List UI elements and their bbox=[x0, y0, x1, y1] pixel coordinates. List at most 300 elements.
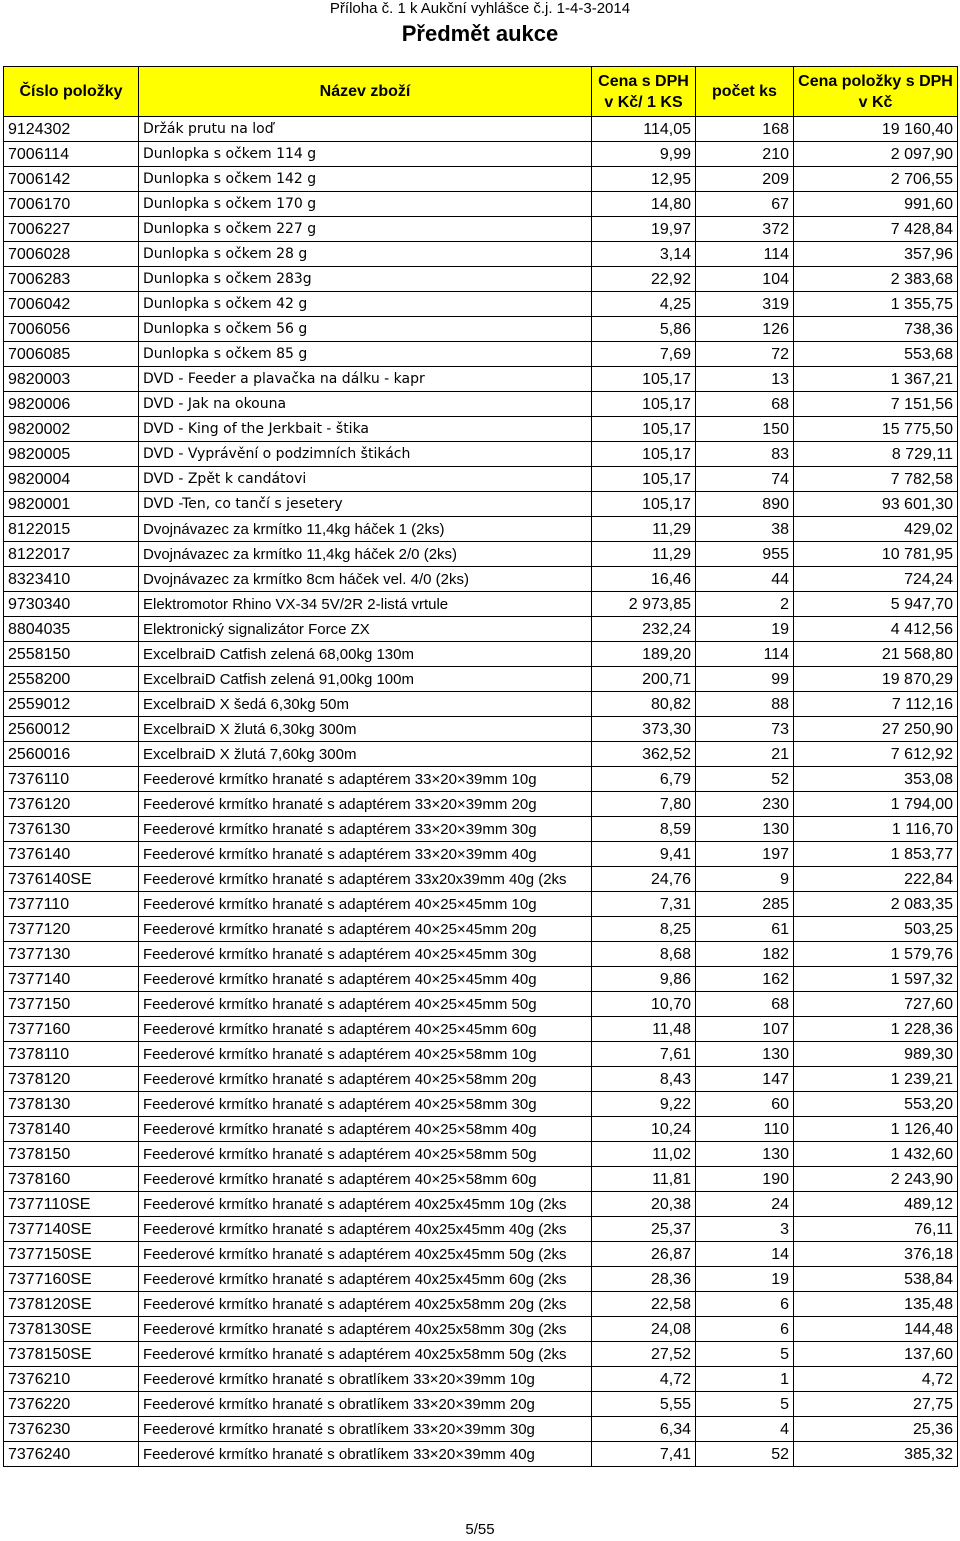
table-row bbox=[4, 167, 958, 192]
item-total: 1 432,60 bbox=[794, 1142, 958, 1167]
item-total: 1 239,21 bbox=[794, 1067, 958, 1092]
item-code: 7006042 bbox=[4, 292, 139, 317]
table-header-row bbox=[4, 67, 958, 117]
item-quantity: 890 bbox=[696, 492, 794, 517]
item-name: Feederové krmítko hranaté s adaptérem 40×25×45mm 10g bbox=[139, 892, 592, 917]
table-row bbox=[4, 1417, 958, 1442]
table-row bbox=[4, 742, 958, 767]
item-code: 7006283 bbox=[4, 267, 139, 292]
item-total: 1 116,70 bbox=[794, 817, 958, 842]
item-total: 4,72 bbox=[794, 1367, 958, 1392]
item-quantity: 130 bbox=[696, 1142, 794, 1167]
item-unit-price: 105,17 bbox=[592, 492, 696, 517]
item-name: DVD - Feeder a plavačka na dálku - kapr bbox=[139, 367, 592, 392]
item-code: 7378150 bbox=[4, 1142, 139, 1167]
item-total: 5 947,70 bbox=[794, 592, 958, 617]
item-code: 9820001 bbox=[4, 492, 139, 517]
item-quantity: 168 bbox=[696, 117, 794, 142]
item-total: 1 597,32 bbox=[794, 967, 958, 992]
item-total: 93 601,30 bbox=[794, 492, 958, 517]
table-row bbox=[4, 417, 958, 442]
total-label-line2: v Kč bbox=[858, 93, 893, 111]
item-name: Feederové krmítko hranaté s adaptérem 40x25x45mm 50g (2ks bbox=[139, 1242, 592, 1267]
item-unit-price: 8,68 bbox=[592, 942, 696, 967]
item-name: Dvojnávazec za krmítko 11,4kg háček 2/0 (2ks) bbox=[139, 542, 592, 567]
item-unit-price: 26,87 bbox=[592, 1242, 696, 1267]
item-quantity: 99 bbox=[696, 667, 794, 692]
item-code: 7377160SE bbox=[4, 1267, 139, 1292]
item-quantity: 130 bbox=[696, 817, 794, 842]
item-total: 7 782,58 bbox=[794, 467, 958, 492]
item-code: 9820003 bbox=[4, 367, 139, 392]
annex-reference: Příloha č. 1 k Aukční vyhlášce č.j. 1-4-3-2014 bbox=[329, 0, 631, 17]
item-unit-price: 3,14 bbox=[592, 242, 696, 267]
item-name: Feederové krmítko hranaté s obratlíkem 33×20×39mm 10g bbox=[139, 1367, 592, 1392]
item-code: 7376210 bbox=[4, 1367, 139, 1392]
item-quantity: 147 bbox=[696, 1067, 794, 1092]
item-unit-price: 189,20 bbox=[592, 642, 696, 667]
table-row bbox=[4, 642, 958, 667]
item-total: 10 781,95 bbox=[794, 542, 958, 567]
item-name: DVD - Jak na okouna bbox=[139, 392, 592, 417]
item-code: 7377110SE bbox=[4, 1192, 139, 1217]
item-code: 2559012 bbox=[4, 692, 139, 717]
table-row bbox=[4, 1292, 958, 1317]
table-row bbox=[4, 342, 958, 367]
table-row bbox=[4, 492, 958, 517]
item-code: 7378130 bbox=[4, 1092, 139, 1117]
item-unit-price: 373,30 bbox=[592, 717, 696, 742]
item-name: Feederové krmítko hranaté s adaptérem 33x20x39mm 40g (2ks bbox=[139, 867, 592, 892]
item-code: 7376110 bbox=[4, 767, 139, 792]
item-code: 7377110 bbox=[4, 892, 139, 917]
item-quantity: 6 bbox=[696, 1292, 794, 1317]
item-unit-price: 16,46 bbox=[592, 567, 696, 592]
item-name: Feederové krmítko hranaté s adaptérem 40×25×45mm 50g bbox=[139, 992, 592, 1017]
item-unit-price: 22,58 bbox=[592, 1292, 696, 1317]
table-row bbox=[4, 942, 958, 967]
item-name: Feederové krmítko hranaté s adaptérem 40×25×58mm 20g bbox=[139, 1067, 592, 1092]
item-total: 553,20 bbox=[794, 1092, 958, 1117]
item-quantity: 5 bbox=[696, 1342, 794, 1367]
item-name: Feederové krmítko hranaté s adaptérem 40x25x58mm 20g (2ks bbox=[139, 1292, 592, 1317]
item-code: 8122017 bbox=[4, 542, 139, 567]
item-unit-price: 5,86 bbox=[592, 317, 696, 342]
item-code: 7006056 bbox=[4, 317, 139, 342]
item-quantity: 60 bbox=[696, 1092, 794, 1117]
item-name: Feederové krmítko hranaté s adaptérem 40×25×58mm 60g bbox=[139, 1167, 592, 1192]
table-row bbox=[4, 1217, 958, 1242]
item-unit-price: 7,31 bbox=[592, 892, 696, 917]
table-row bbox=[4, 367, 958, 392]
table-row bbox=[4, 667, 958, 692]
item-total: 1 228,36 bbox=[794, 1017, 958, 1042]
item-code: 2558150 bbox=[4, 642, 139, 667]
item-unit-price: 27,52 bbox=[592, 1342, 696, 1367]
table-row bbox=[4, 1317, 958, 1342]
item-quantity: 150 bbox=[696, 417, 794, 442]
item-quantity: 209 bbox=[696, 167, 794, 192]
item-unit-price: 11,81 bbox=[592, 1167, 696, 1192]
item-unit-price: 105,17 bbox=[592, 467, 696, 492]
item-quantity: 285 bbox=[696, 892, 794, 917]
item-name: Feederové krmítko hranaté s adaptérem 40×25×45mm 40g bbox=[139, 967, 592, 992]
table-row bbox=[4, 217, 958, 242]
item-quantity: 52 bbox=[696, 1442, 794, 1467]
item-code: 7377120 bbox=[4, 917, 139, 942]
item-name: DVD - King of the Jerkbait - štika bbox=[139, 417, 592, 442]
item-unit-price: 6,34 bbox=[592, 1417, 696, 1442]
table-row bbox=[4, 867, 958, 892]
item-unit-price: 4,25 bbox=[592, 292, 696, 317]
item-quantity: 74 bbox=[696, 467, 794, 492]
item-name: Feederové krmítko hranaté s obratlíkem 33×20×39mm 40g bbox=[139, 1442, 592, 1467]
item-quantity: 6 bbox=[696, 1317, 794, 1342]
item-total: 503,25 bbox=[794, 917, 958, 942]
table-row bbox=[4, 117, 958, 142]
item-name: Dunlopka s očkem 42 g bbox=[139, 292, 592, 317]
item-name: DVD - Vyprávění o podzimních štikách bbox=[139, 442, 592, 467]
item-code: 7377140 bbox=[4, 967, 139, 992]
table-row bbox=[4, 1242, 958, 1267]
item-total: 15 775,50 bbox=[794, 417, 958, 442]
item-name: Dunlopka s očkem 114 g bbox=[139, 142, 592, 167]
item-code: 7376140SE bbox=[4, 867, 139, 892]
item-code: 7377130 bbox=[4, 942, 139, 967]
item-total: 1 367,21 bbox=[794, 367, 958, 392]
column-header-code: Číslo položky bbox=[4, 67, 139, 117]
item-code: 7378120SE bbox=[4, 1292, 139, 1317]
item-code: 7377160 bbox=[4, 1017, 139, 1042]
table-row bbox=[4, 292, 958, 317]
item-unit-price: 7,69 bbox=[592, 342, 696, 367]
item-total: 144,48 bbox=[794, 1317, 958, 1342]
item-quantity: 110 bbox=[696, 1117, 794, 1142]
item-name: Dunlopka s očkem 56 g bbox=[139, 317, 592, 342]
item-total: 1 794,00 bbox=[794, 792, 958, 817]
item-code: 8323410 bbox=[4, 567, 139, 592]
item-code: 7376130 bbox=[4, 817, 139, 842]
table-row bbox=[4, 842, 958, 867]
item-unit-price: 28,36 bbox=[592, 1267, 696, 1292]
item-total: 989,30 bbox=[794, 1042, 958, 1067]
item-quantity: 44 bbox=[696, 567, 794, 592]
table-row bbox=[4, 1442, 958, 1467]
item-name: Feederové krmítko hranaté s adaptérem 40×25×45mm 60g bbox=[139, 1017, 592, 1042]
item-unit-price: 4,72 bbox=[592, 1367, 696, 1392]
item-total: 429,02 bbox=[794, 517, 958, 542]
item-total: 385,32 bbox=[794, 1442, 958, 1467]
item-unit-price: 22,92 bbox=[592, 267, 696, 292]
item-total: 553,68 bbox=[794, 342, 958, 367]
table-row bbox=[4, 392, 958, 417]
item-name: Dvojnávazec za krmítko 11,4kg háček 1 (2ks) bbox=[139, 517, 592, 542]
item-total: 19 870,29 bbox=[794, 667, 958, 692]
item-unit-price: 232,24 bbox=[592, 617, 696, 642]
item-total: 724,24 bbox=[794, 567, 958, 592]
table-row bbox=[4, 192, 958, 217]
item-unit-price: 5,55 bbox=[592, 1392, 696, 1417]
item-total: 25,36 bbox=[794, 1417, 958, 1442]
item-quantity: 88 bbox=[696, 692, 794, 717]
item-total: 738,36 bbox=[794, 317, 958, 342]
table-row bbox=[4, 717, 958, 742]
column-header-unit-price bbox=[592, 67, 696, 117]
item-code: 2560016 bbox=[4, 742, 139, 767]
item-name: Feederové krmítko hranaté s adaptérem 40×25×45mm 30g bbox=[139, 942, 592, 967]
item-name: Feederové krmítko hranaté s adaptérem 33×20×39mm 30g bbox=[139, 817, 592, 842]
item-quantity: 13 bbox=[696, 367, 794, 392]
item-code: 7378160 bbox=[4, 1167, 139, 1192]
item-unit-price: 114,05 bbox=[592, 117, 696, 142]
item-name: Feederové krmítko hranaté s adaptérem 33×20×39mm 40g bbox=[139, 842, 592, 867]
item-name: Feederové krmítko hranaté s adaptérem 40×25×58mm 10g bbox=[139, 1042, 592, 1067]
item-name: Držák prutu na loď bbox=[139, 117, 592, 142]
item-code: 8804035 bbox=[4, 617, 139, 642]
column-header-total bbox=[794, 67, 958, 117]
item-quantity: 72 bbox=[696, 342, 794, 367]
item-unit-price: 11,29 bbox=[592, 517, 696, 542]
item-total: 7 428,84 bbox=[794, 217, 958, 242]
item-code: 7378150SE bbox=[4, 1342, 139, 1367]
item-code: 7376220 bbox=[4, 1392, 139, 1417]
table-row bbox=[4, 567, 958, 592]
unit-price-label-line2: v Kč/ 1 KS bbox=[604, 93, 683, 111]
page-title: Předmět aukce bbox=[401, 21, 559, 46]
item-quantity: 24 bbox=[696, 1192, 794, 1217]
item-total: 357,96 bbox=[794, 242, 958, 267]
item-name: ExcelbraiD X žlutá 6,30kg 300m bbox=[139, 717, 592, 742]
table-row bbox=[4, 967, 958, 992]
item-code: 7006114 bbox=[4, 142, 139, 167]
table-row bbox=[4, 1192, 958, 1217]
table-row bbox=[4, 517, 958, 542]
item-name: Feederové krmítko hranaté s adaptérem 33×20×39mm 20g bbox=[139, 792, 592, 817]
item-name: Dunlopka s očkem 142 g bbox=[139, 167, 592, 192]
item-code: 7378130SE bbox=[4, 1317, 139, 1342]
table-row bbox=[4, 917, 958, 942]
item-code: 7378120 bbox=[4, 1067, 139, 1092]
item-unit-price: 11,02 bbox=[592, 1142, 696, 1167]
table-row bbox=[4, 1142, 958, 1167]
item-code: 9820004 bbox=[4, 467, 139, 492]
item-unit-price: 80,82 bbox=[592, 692, 696, 717]
item-name: ExcelbraiD X šedá 6,30kg 50m bbox=[139, 692, 592, 717]
table-body bbox=[4, 117, 958, 1467]
item-total: 2 243,90 bbox=[794, 1167, 958, 1192]
table-row bbox=[4, 317, 958, 342]
item-quantity: 68 bbox=[696, 992, 794, 1017]
item-total: 135,48 bbox=[794, 1292, 958, 1317]
item-name: Dunlopka s očkem 28 g bbox=[139, 242, 592, 267]
item-name: Feederové krmítko hranaté s adaptérem 40×25×58mm 40g bbox=[139, 1117, 592, 1142]
item-name: ExcelbraiD X žlutá 7,60kg 300m bbox=[139, 742, 592, 767]
item-total: 376,18 bbox=[794, 1242, 958, 1267]
item-quantity: 4 bbox=[696, 1417, 794, 1442]
item-unit-price: 8,25 bbox=[592, 917, 696, 942]
item-unit-price: 200,71 bbox=[592, 667, 696, 692]
item-name: Dunlopka s očkem 227 g bbox=[139, 217, 592, 242]
item-unit-price: 19,97 bbox=[592, 217, 696, 242]
item-quantity: 61 bbox=[696, 917, 794, 942]
item-unit-price: 11,48 bbox=[592, 1017, 696, 1042]
item-code: 7006227 bbox=[4, 217, 139, 242]
item-code: 7376230 bbox=[4, 1417, 139, 1442]
item-total: 991,60 bbox=[794, 192, 958, 217]
table-row bbox=[4, 1117, 958, 1142]
item-name: Feederové krmítko hranaté s adaptérem 40×25×58mm 50g bbox=[139, 1142, 592, 1167]
item-quantity: 114 bbox=[696, 242, 794, 267]
item-name: Feederové krmítko hranaté s adaptérem 40x25x58mm 50g (2ks bbox=[139, 1342, 592, 1367]
item-unit-price: 8,59 bbox=[592, 817, 696, 842]
table-row bbox=[4, 142, 958, 167]
item-quantity: 210 bbox=[696, 142, 794, 167]
item-unit-price: 105,17 bbox=[592, 392, 696, 417]
item-quantity: 19 bbox=[696, 617, 794, 642]
item-quantity: 21 bbox=[696, 742, 794, 767]
auction-items-table bbox=[3, 66, 958, 1467]
item-quantity: 2 bbox=[696, 592, 794, 617]
item-code: 7378110 bbox=[4, 1042, 139, 1067]
item-total: 2 706,55 bbox=[794, 167, 958, 192]
table-row bbox=[4, 1167, 958, 1192]
item-total: 7 112,16 bbox=[794, 692, 958, 717]
table-row bbox=[4, 242, 958, 267]
item-quantity: 1 bbox=[696, 1367, 794, 1392]
item-total: 2 083,35 bbox=[794, 892, 958, 917]
table-row bbox=[4, 1367, 958, 1392]
item-unit-price: 7,41 bbox=[592, 1442, 696, 1467]
item-name: Dunlopka s očkem 283g bbox=[139, 267, 592, 292]
item-unit-price: 20,38 bbox=[592, 1192, 696, 1217]
item-total: 222,84 bbox=[794, 867, 958, 892]
table-row bbox=[4, 692, 958, 717]
item-code: 7006028 bbox=[4, 242, 139, 267]
item-code: 8122015 bbox=[4, 517, 139, 542]
item-total: 538,84 bbox=[794, 1267, 958, 1292]
item-total: 489,12 bbox=[794, 1192, 958, 1217]
item-name: ExcelbraiD Catfish zelená 91,00kg 100m bbox=[139, 667, 592, 692]
item-quantity: 73 bbox=[696, 717, 794, 742]
item-quantity: 955 bbox=[696, 542, 794, 567]
item-code: 7006170 bbox=[4, 192, 139, 217]
item-unit-price: 12,95 bbox=[592, 167, 696, 192]
item-name: Feederové krmítko hranaté s adaptérem 40x25x45mm 60g (2ks bbox=[139, 1267, 592, 1292]
item-name: Feederové krmítko hranaté s adaptérem 33×20×39mm 10g bbox=[139, 767, 592, 792]
unit-price-label-line1: Cena s DPH bbox=[598, 72, 689, 90]
item-code: 7376240 bbox=[4, 1442, 139, 1467]
table-row bbox=[4, 1267, 958, 1292]
item-quantity: 9 bbox=[696, 867, 794, 892]
item-quantity: 130 bbox=[696, 1042, 794, 1067]
table-row bbox=[4, 1342, 958, 1367]
item-quantity: 319 bbox=[696, 292, 794, 317]
item-unit-price: 8,43 bbox=[592, 1067, 696, 1092]
item-quantity: 19 bbox=[696, 1267, 794, 1292]
item-quantity: 83 bbox=[696, 442, 794, 467]
item-total: 1 853,77 bbox=[794, 842, 958, 867]
item-name: Elektronický signalizátor Force ZX bbox=[139, 617, 592, 642]
item-code: 7376140 bbox=[4, 842, 139, 867]
item-total: 27 250,90 bbox=[794, 717, 958, 742]
item-quantity: 126 bbox=[696, 317, 794, 342]
item-name: Elektromotor Rhino VX-34 5V/2R 2-listá vrtule bbox=[139, 592, 592, 617]
item-total: 1 126,40 bbox=[794, 1117, 958, 1142]
item-name: Feederové krmítko hranaté s adaptérem 40x25x45mm 10g (2ks bbox=[139, 1192, 592, 1217]
item-name: Feederové krmítko hranaté s obratlíkem 33×20×39mm 30g bbox=[139, 1417, 592, 1442]
item-unit-price: 24,08 bbox=[592, 1317, 696, 1342]
table-row bbox=[4, 1392, 958, 1417]
item-total: 137,60 bbox=[794, 1342, 958, 1367]
item-total: 8 729,11 bbox=[794, 442, 958, 467]
item-code: 9820005 bbox=[4, 442, 139, 467]
item-code: 9124302 bbox=[4, 117, 139, 142]
item-code: 7377150SE bbox=[4, 1242, 139, 1267]
table-row bbox=[4, 892, 958, 917]
item-code: 9820006 bbox=[4, 392, 139, 417]
column-header-quantity: počet ks bbox=[696, 67, 794, 117]
item-unit-price: 362,52 bbox=[592, 742, 696, 767]
item-code: 2558200 bbox=[4, 667, 139, 692]
table-row bbox=[4, 1017, 958, 1042]
item-code: 7378140 bbox=[4, 1117, 139, 1142]
item-unit-price: 14,80 bbox=[592, 192, 696, 217]
item-unit-price: 10,24 bbox=[592, 1117, 696, 1142]
item-total: 1 355,75 bbox=[794, 292, 958, 317]
item-unit-price: 11,29 bbox=[592, 542, 696, 567]
item-unit-price: 9,22 bbox=[592, 1092, 696, 1117]
item-code: 7377140SE bbox=[4, 1217, 139, 1242]
item-name: Feederové krmítko hranaté s adaptérem 40x25x58mm 30g (2ks bbox=[139, 1317, 592, 1342]
item-quantity: 5 bbox=[696, 1392, 794, 1417]
item-total: 27,75 bbox=[794, 1392, 958, 1417]
item-quantity: 38 bbox=[696, 517, 794, 542]
item-name: Feederové krmítko hranaté s adaptérem 40×25×45mm 20g bbox=[139, 917, 592, 942]
item-total: 76,11 bbox=[794, 1217, 958, 1242]
table-row bbox=[4, 467, 958, 492]
item-quantity: 162 bbox=[696, 967, 794, 992]
item-code: 7376120 bbox=[4, 792, 139, 817]
item-name: ExcelbraiD Catfish zelená 68,00kg 130m bbox=[139, 642, 592, 667]
item-quantity: 104 bbox=[696, 267, 794, 292]
item-unit-price: 10,70 bbox=[592, 992, 696, 1017]
item-unit-price: 105,17 bbox=[592, 367, 696, 392]
item-unit-price: 25,37 bbox=[592, 1217, 696, 1242]
item-total: 727,60 bbox=[794, 992, 958, 1017]
item-unit-price: 105,17 bbox=[592, 442, 696, 467]
item-unit-price: 105,17 bbox=[592, 417, 696, 442]
item-code: 7377150 bbox=[4, 992, 139, 1017]
item-code: 2560012 bbox=[4, 717, 139, 742]
table-row bbox=[4, 542, 958, 567]
item-unit-price: 2 973,85 bbox=[592, 592, 696, 617]
item-code: 9730340 bbox=[4, 592, 139, 617]
item-quantity: 3 bbox=[696, 1217, 794, 1242]
item-name: Feederové krmítko hranaté s adaptérem 40×25×58mm 30g bbox=[139, 1092, 592, 1117]
item-total: 21 568,80 bbox=[794, 642, 958, 667]
item-name: DVD -Ten, co tančí s jesetery bbox=[139, 492, 592, 517]
item-unit-price: 24,76 bbox=[592, 867, 696, 892]
item-quantity: 372 bbox=[696, 217, 794, 242]
item-code: 7006085 bbox=[4, 342, 139, 367]
item-quantity: 14 bbox=[696, 1242, 794, 1267]
table-row bbox=[4, 592, 958, 617]
item-total: 353,08 bbox=[794, 767, 958, 792]
item-total: 7 151,56 bbox=[794, 392, 958, 417]
item-name: Feederové krmítko hranaté s adaptérem 40x25x45mm 40g (2ks bbox=[139, 1217, 592, 1242]
item-quantity: 190 bbox=[696, 1167, 794, 1192]
item-unit-price: 6,79 bbox=[592, 767, 696, 792]
